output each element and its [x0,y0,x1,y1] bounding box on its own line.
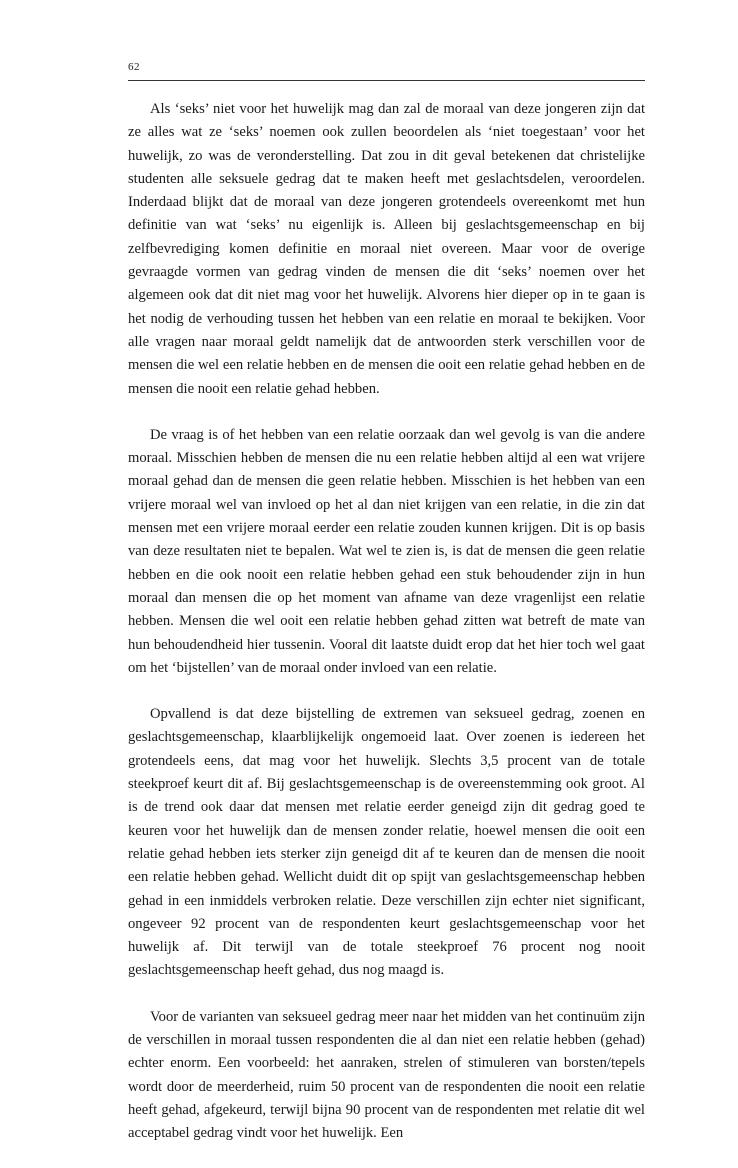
body-text [128,98,645,1168]
page-number: 62 [128,61,140,73]
paragraph-3: Opvallend is dat deze bijstelling de extremen van seksueel gedrag, zoenen en geslachtsgemeenschap, klaarblijkelijk ongemoeid laat. Over zoenen is iedereen het grotendeels eens, dat mag voor het huwelijk. Slechts 3,5 procent van de totale steekproef keurt dit af. Bij geslachtsgemeenschap is de overeenstemming ook groot. Al is de trend ook daar dat mensen met relatie eerder geneigd zijn dit gedrag goed te keuren voor het huwelijk dan de mensen zonder relatie, hoewel mensen die ooit een relatie gehad hebben iets sterker zijn geneigd dit af te keuren dan de mensen die nooit een relatie hebben gehad. Wellicht duidt dit op spijt van geslachtsgemeenschap hebben gehad in een inmiddels verbroken relatie. Deze verschillen zijn echter niet significant, ongeveer 92 procent van de respondenten keurt geslachtsgemeenschap voor het huwelijk af. Dit terwijl van de totale steekproef 76 procent nog nooit geslachtsgemeenschap heeft gehad, dus nog maagd is. [128,706,645,979]
paragraph-4: Voor de varianten van seksueel gedrag meer naar het midden van het continuüm zijn de verschillen in moraal tussen respondenten die al dan niet een relatie hebben (gehad) echter enorm. Een voorbeeld: het aanraken, strelen of stimuleren van borsten/tepels wordt door de meerderheid, ruim 50 procent van de respondenten die nooit een relatie heeft gehad, afgekeurd, terwijl bijna 90 procent van de respondenten met relatie dit wel acceptabel gedrag vindt voor het huwelijk. Een [128,1008,645,1142]
header-rule [128,80,645,81]
paragraph-2: De vraag is of het hebben van een relatie oorzaak dan wel gevolg is van die andere moraal. Misschien hebben de mensen die nu een relatie hebben altijd al een wat vrijere moraal gehad dan de mensen die geen relatie hebben. Misschien is het hebben van een vrijere moraal wel van invloed op het al dan niet krijgen van een relatie, in die zin dat mensen met een vrijere moraal eerder een relatie zouden kunnen krijgen. Dit is op basis van deze resultaten niet te bepalen. Wat wel te zien is, is dat de mensen die geen relatie hebben en die ook nooit een relatie hebben gehad een stuk behoudender zijn in hun moraal dan mensen die op het moment van afname van deze vragenlijst een relatie hebben. Mensen die wel ooit een relatie hebben gehad zitten wat betreft de mate van hun behoudendheid hier tussenin. Vooral dit laatste duidt erop dat het hier toch wel gaat om het ‘bijstellen’ van de moraal onder invloed van een relatie. [128,426,645,676]
paragraph-1: Als ‘seks’ niet voor het huwelijk mag dan zal de moraal van deze jongeren zijn dat ze alles wat ze ‘seks’ noemen ook zullen beoordelen als ‘niet toegestaan’ voor het huwelijk, zo was de veronderstelling. Dat zou in dit geval betekenen dat christelijke studenten alle seksuele gedrag dat te maken heeft met geslachtsdelen, veroordelen. Inderdaad blijkt dat de moraal van deze jongeren grotendeels overeenkomt met hun definitie van wat ‘seks’ nu eigenlijk is. Alleen bij geslachtsgemeenschap en bij zelfbevrediging komen definitie en moraal niet overeen. Maar voor de overige gevraagde vormen van gedrag vinden de mensen die dit ‘seks’ noemen over het algemeen ook dat dit niet mag voor het huwelijk. Alvorens hier dieper op in te gaan is het nodig de verhouding tussen het hebben van een relatie en moraal te bekijken. Voor alle vragen naar moraal geldt namelijk dat de antwoorden sterk verschillen voor de mensen die wel een relatie hebben en de mensen die ooit een relatie gehad hebben en de mensen die nooit een relatie gehad hebben. [128,101,645,397]
